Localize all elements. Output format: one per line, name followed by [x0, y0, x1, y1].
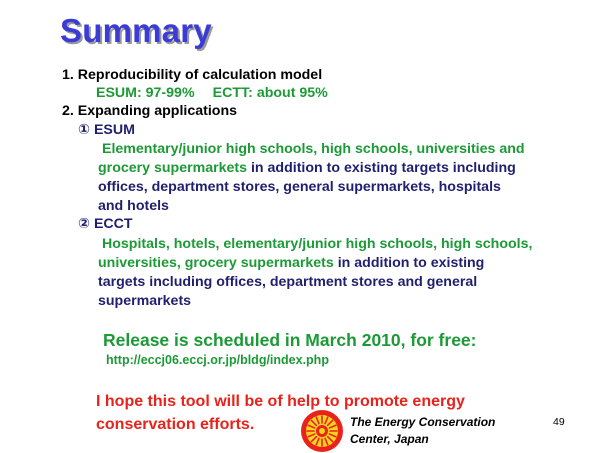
item1-heading: 1. Reproducibility of calculation model	[62, 67, 323, 83]
download-url: http://eccj06.eccj.or.jp/bldg/index.php	[106, 353, 329, 367]
esum-line-1: Elementary/junior high schools, high schools, universities and	[102, 141, 525, 157]
ecct-line-4: supermarkets	[98, 293, 192, 309]
esum-line-2-navy: in addition to existing targets including	[247, 160, 516, 176]
ecct-line-2	[98, 254, 484, 272]
esum-label: ① ESUM	[78, 122, 135, 138]
closing-message-line-2: conservation efforts.	[96, 416, 255, 433]
esum-line-2-green: grocery supermarkets	[98, 160, 248, 176]
organization-name	[350, 414, 495, 448]
ecct-line-2-green: universities, grocery supermarkets	[98, 255, 334, 271]
page-number: 49	[553, 416, 565, 428]
closing-message-line-1: I hope this tool will be of help to promote energy	[96, 393, 465, 410]
release-note: Release is scheduled in March 2010, for free:	[103, 330, 477, 350]
ecct-line-1: Hospitals, hotels, elementary/junior high schools, high schools,	[102, 236, 533, 252]
organization-name-line-2: Center, Japan	[350, 432, 429, 446]
ecct-line-3: targets including offices, department stores and general	[98, 274, 478, 290]
eccj-logo-icon	[300, 409, 344, 453]
item1-detail: ESUM: 97-99% ECTT: about 95%	[96, 85, 328, 101]
ecct-label: ② ECCT	[78, 216, 133, 232]
esum-line-2	[98, 159, 516, 177]
organization-name-line-1: The Energy Conservation	[350, 415, 496, 429]
slide-title: Summary	[60, 12, 212, 49]
item2-heading: 2. Expanding applications	[62, 103, 238, 119]
esum-line-3: offices, department stores, general supermarkets, hospitals	[98, 179, 501, 195]
ecct-line-2-navy: in addition to existing	[333, 255, 485, 271]
esum-line-4: and hotels	[98, 198, 169, 214]
